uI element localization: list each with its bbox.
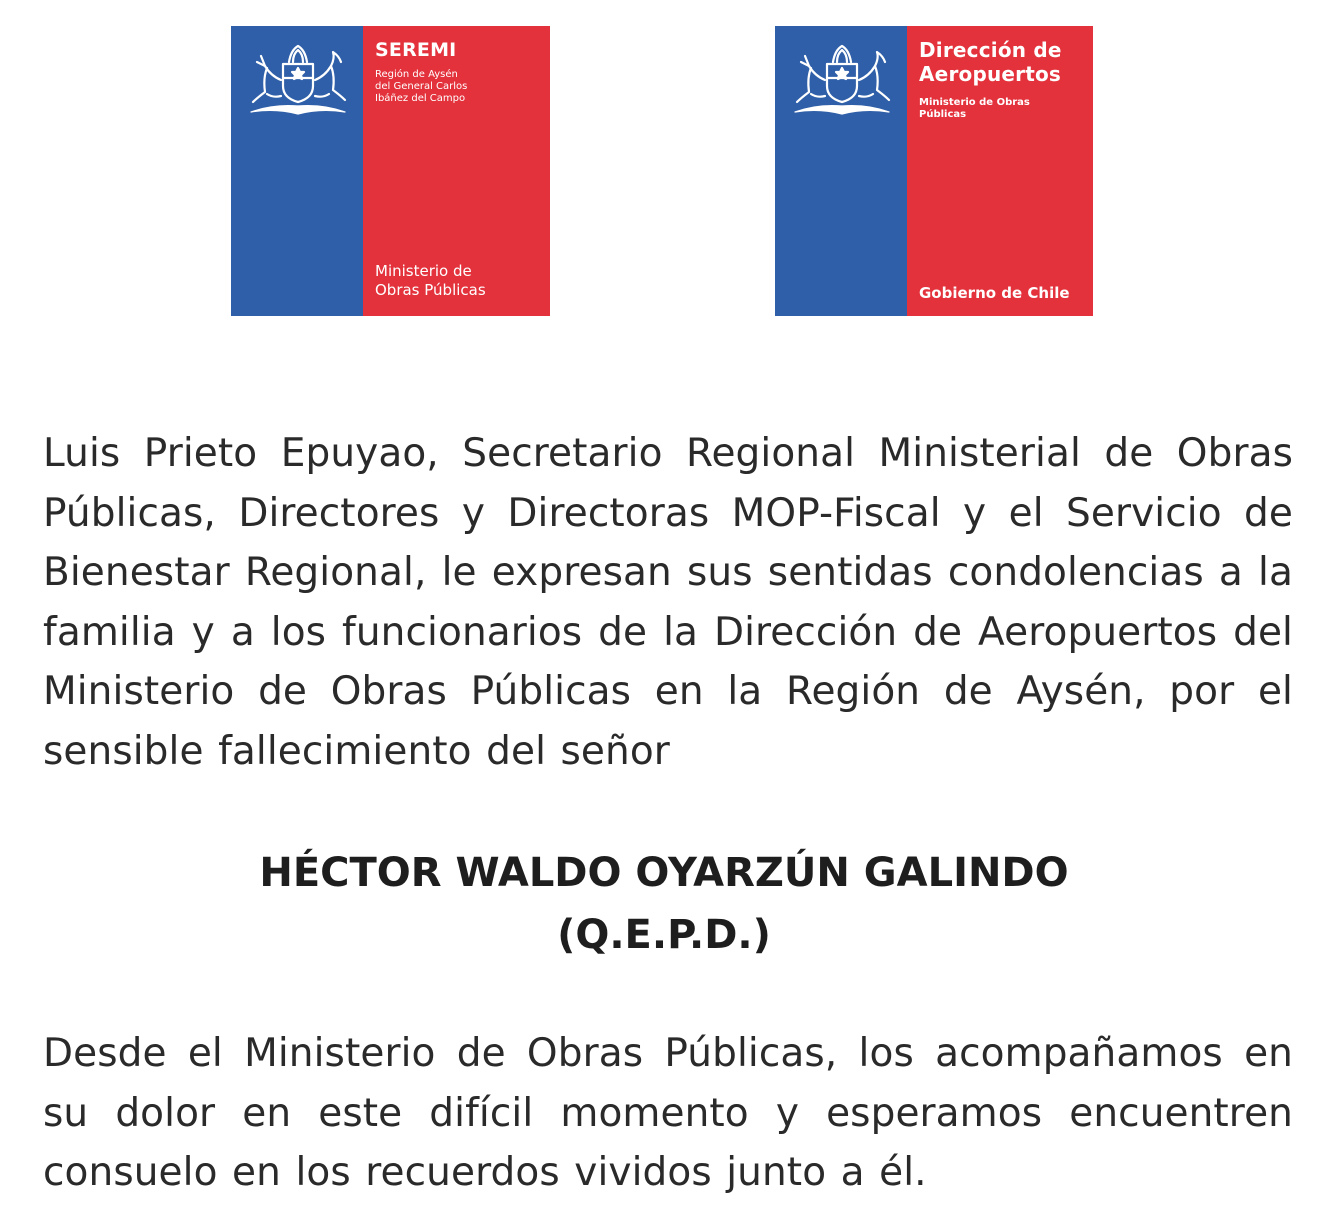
closing-paragraph: Desde el Ministerio de Obras Públicas, los acompañamos en su dolor en este difícil momento y esperamos encuentren consuelo en los recuerdos vividos junto a él. [43,1031,1293,1195]
logo-red-panel [907,26,1093,316]
deceased-name-block [0,842,1328,966]
logo-red-panel [363,26,550,316]
logo-title: Dirección de Aeropuertos [919,38,1062,86]
logo-ministry: Ministerio de Obras Públicas [919,97,1030,120]
qepd-label: (Q.E.P.D.) [557,912,771,958]
logo-blue-panel [231,26,363,316]
logo-government: Gobierno de Chile [919,284,1070,302]
logo-region: Región de Aysén del General Carlos Ibáñez del Campo [375,69,468,104]
chile-coat-of-arms-icon [245,34,351,124]
deceased-name: HÉCTOR WALDO OYARZÚN GALINDO [259,850,1069,896]
chile-coat-of-arms-icon [789,34,895,124]
logo-ministry: Ministerio de Obras Públicas [375,262,486,299]
logo-blue-panel [775,26,907,316]
logo-title: SEREMI [375,39,457,61]
condolence-paragraph: Luis Prieto Epuyao, Secretario Regional Ministerial de Obras Públicas, Directores y Directoras MOP-Fiscal y el Servicio de Bienestar Regional, le expresan sus sentidas condolencias a la familia y a los funcionarios de la Dirección de Aeropuertos del Ministerio de Obras Públicas en la Región de Aysén, por el sensible fallecimiento del señor [43,431,1293,774]
seremi-logo [231,26,550,316]
direccion-aeropuertos-logo [775,26,1093,316]
